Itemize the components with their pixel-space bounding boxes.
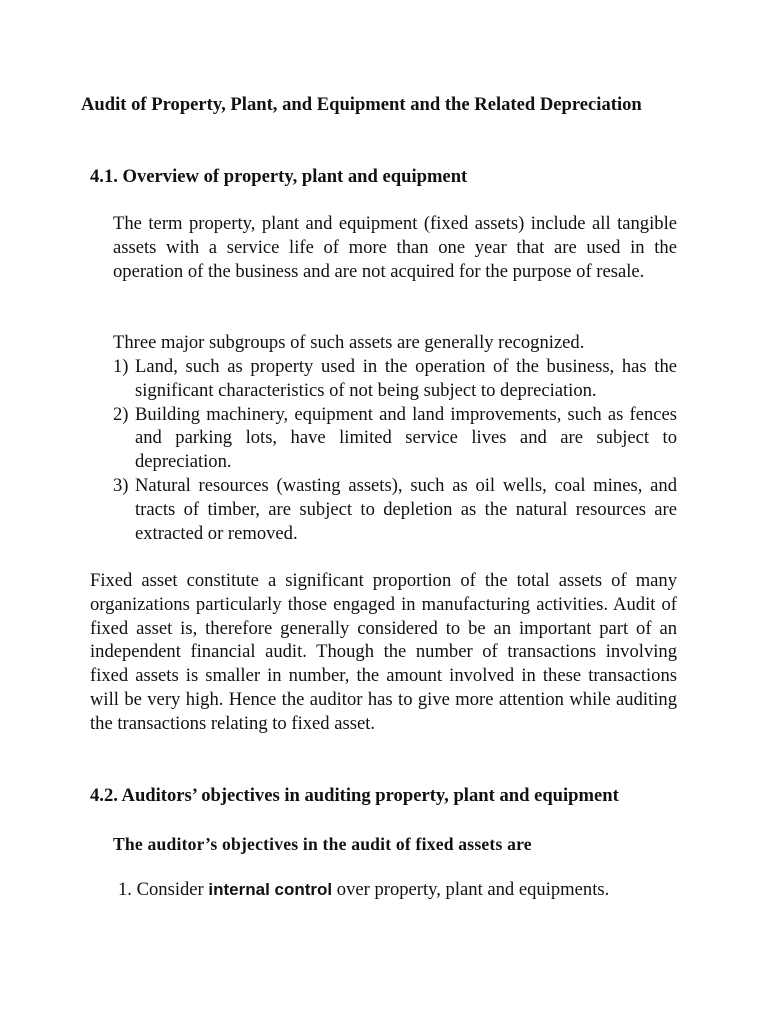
list-item-number: 1) — [113, 356, 129, 377]
objectives-subheading: The auditor’s objectives in the audit of fixed assets are — [113, 834, 532, 854]
document-title: Audit of Property, Plant, and Equipment and the Related Depreciation — [81, 94, 642, 115]
fixed-asset-paragraph: Fixed asset constitute a significant proportion of the total assets of many organizations particularly those engaged in manufacturing activities. Audit of fixed asset is, therefore generally considered to be an important part of an independent financial audit. Though the number of transactions involving fixed assets is smaller in number, the amount involved in these transactions will be very high. Hence the auditor has to give more attention while auditing the transactions relating to fixed asset. — [90, 570, 677, 734]
list-item-text: Natural resources (wasting assets), such as oil wells, coal mines, and tracts of timber, are subject to depletion as the natural resources are extracted or removed. — [135, 474, 677, 544]
objective-suffix: over property, plant and equipments. — [332, 879, 610, 900]
objective-number: 1. — [118, 879, 132, 900]
list-item-number: 2) — [113, 403, 129, 425]
objective-item-1 — [118, 878, 609, 902]
list-item — [113, 474, 677, 545]
list-item-text: Building machinery, equipment and land improvements, such as fences and parking lots, have limited service lives and are subject to depreciation. — [135, 403, 677, 473]
list-item-number: 3) — [113, 474, 129, 496]
section-heading-4-1: 4.1. Overview of property, plant and equipment — [90, 166, 468, 187]
subgroups-list — [113, 355, 677, 545]
list-item — [113, 355, 677, 403]
objective-emphasis: internal control — [208, 880, 333, 899]
subgroups-intro: Three major subgroups of such assets are generally recognized. — [113, 332, 585, 353]
objective-prefix: Consider — [136, 879, 209, 900]
list-item — [113, 403, 677, 474]
section-heading-4-2: 4.2. Auditors’ objectives in auditing property, plant and equipment — [90, 785, 619, 806]
list-item-text: Land, such as property used in the operation of the business, has the significant characteristics of not being subject to depreciation. — [135, 356, 677, 401]
overview-paragraph: The term property, plant and equipment (fixed assets) include all tangible assets with a service life of more than one year that are used in the operation of the business and are not acquired for the purpose of resale. — [113, 213, 677, 282]
